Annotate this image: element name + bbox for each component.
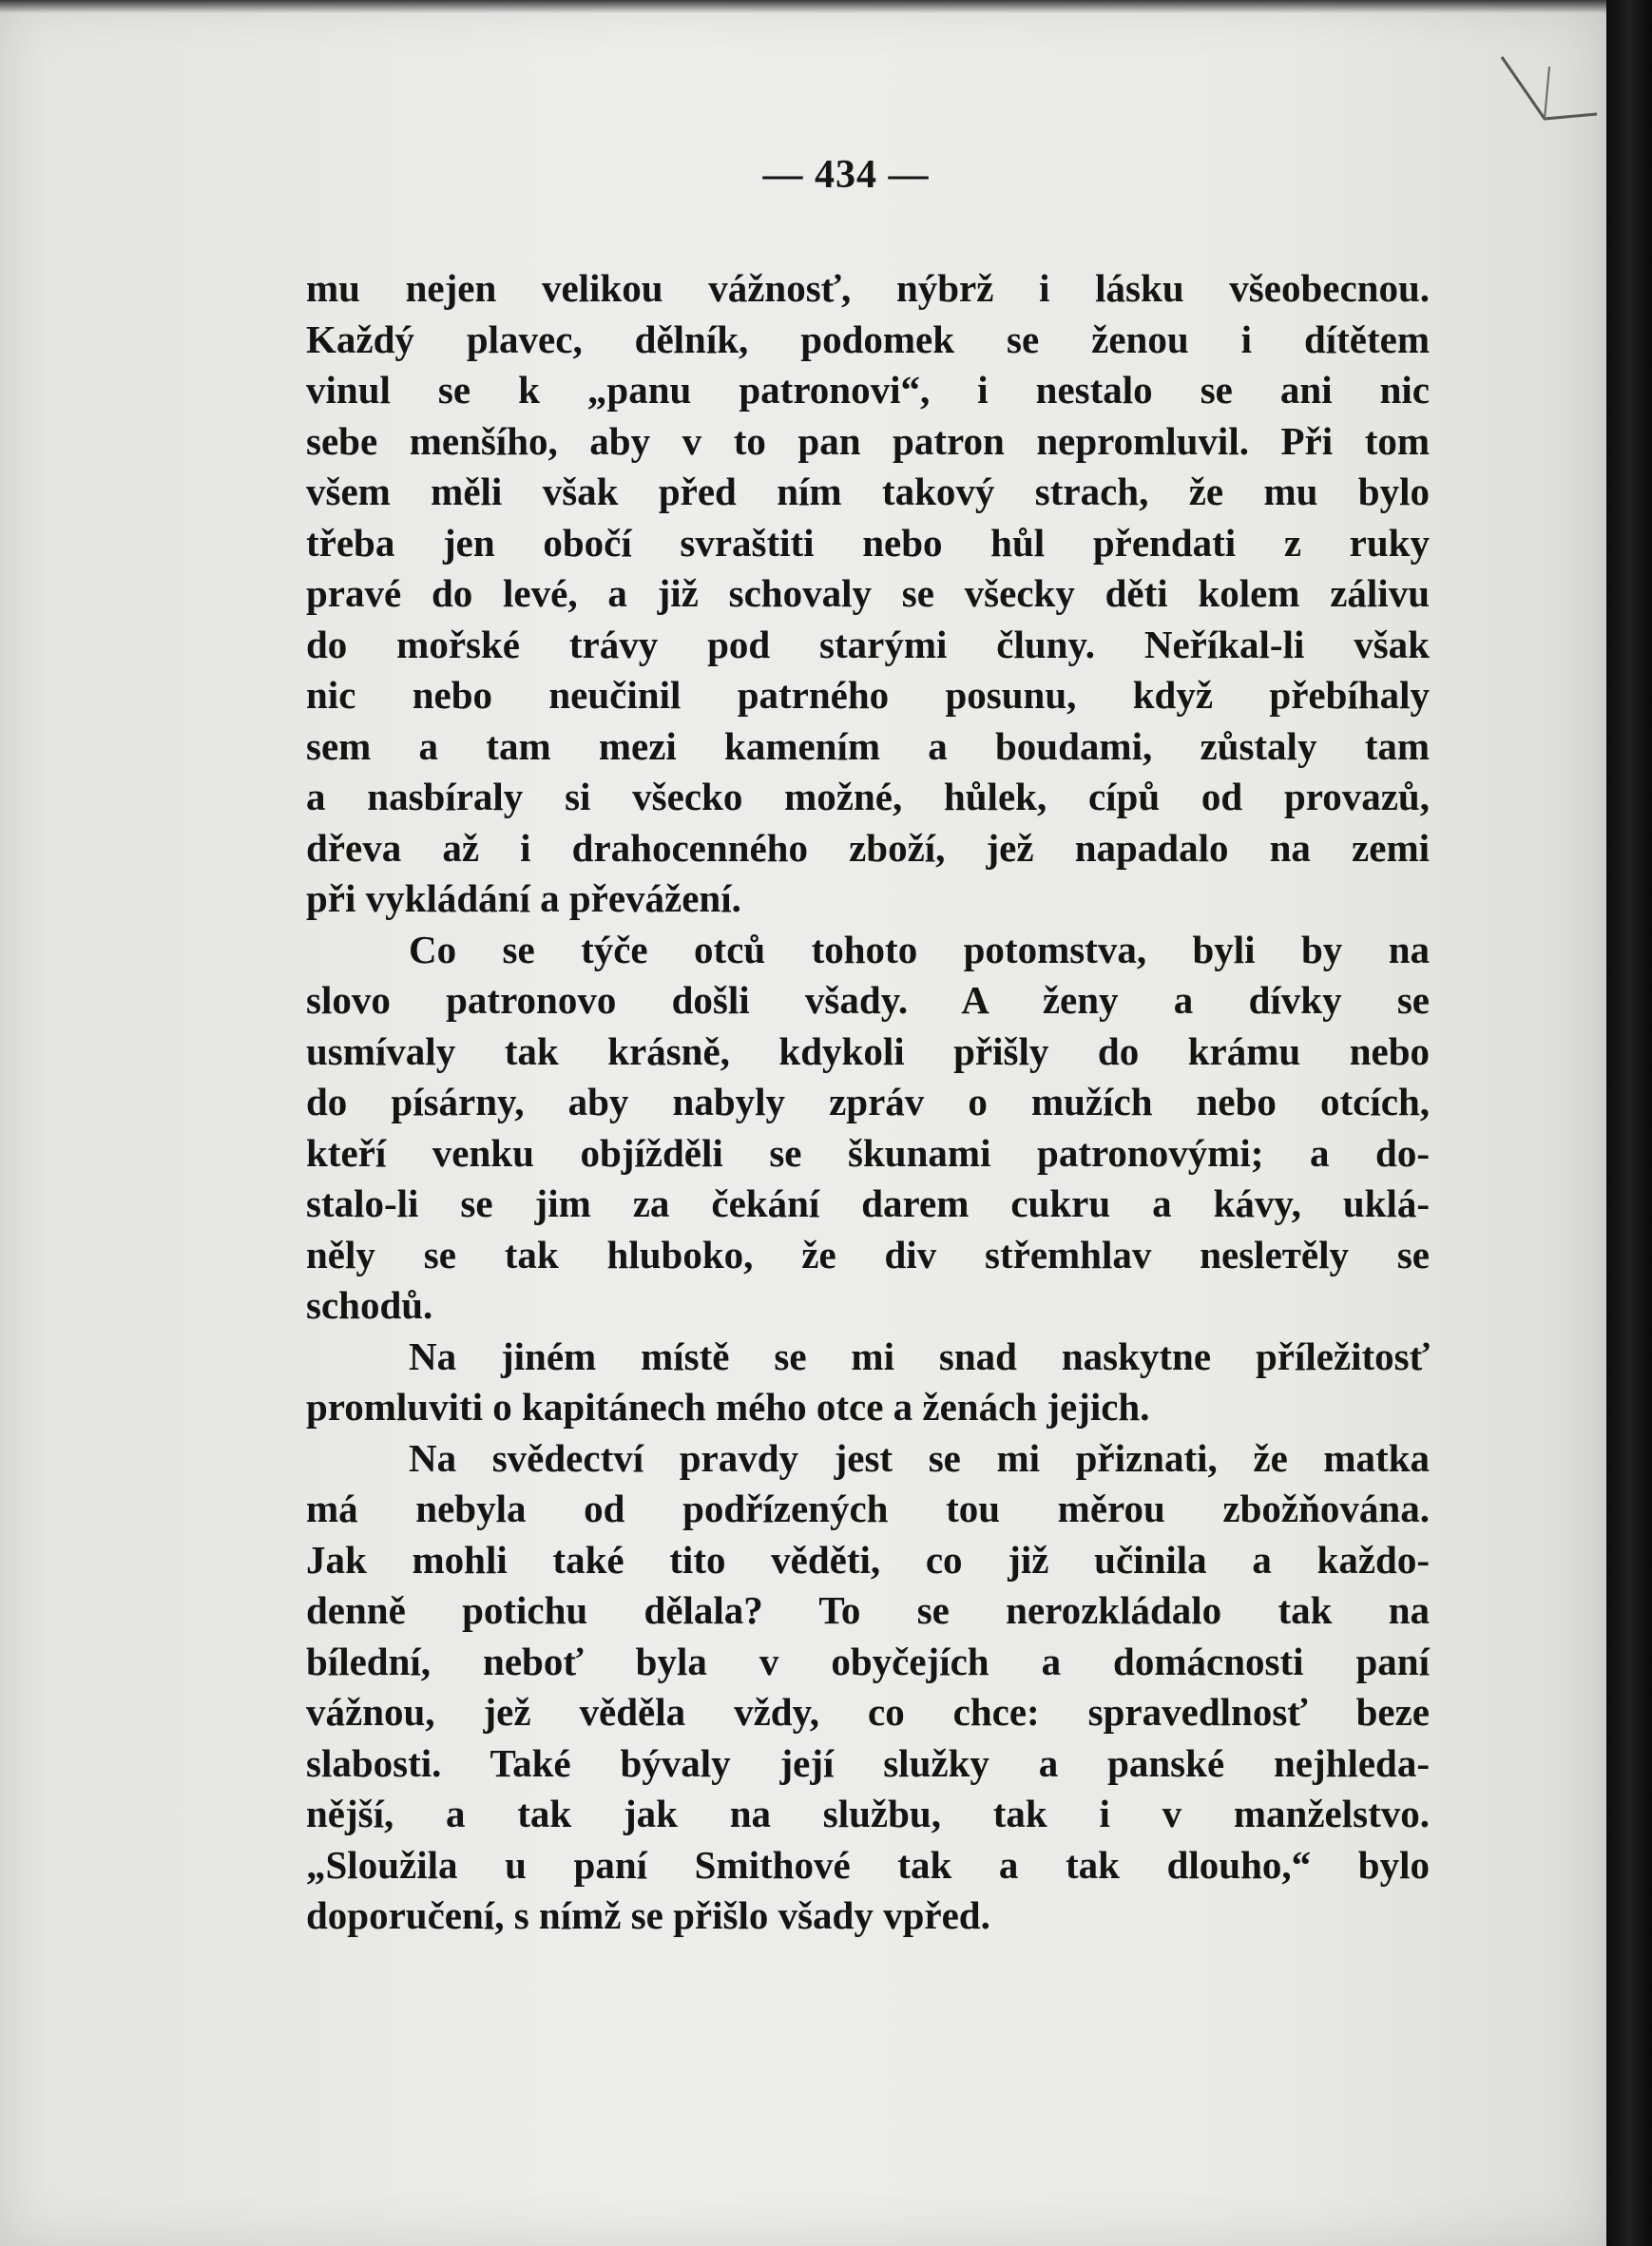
page-number: — 434 — (762, 153, 930, 197)
text-line: Co se týče otců tohoto potomstva, byli by na (409, 927, 1430, 971)
page-top-shadow (0, 0, 1606, 13)
text-line: do mořské trávy pod starými čluny. Neříkal-li však (306, 622, 1430, 666)
text-line: do písárny, aby nabyly zpráv o mužích nebo otcích, (306, 1080, 1430, 1123)
text-line: něly se tak hluboko, že div střemhlav neslетěly se (306, 1232, 1430, 1277)
text-line: Každý plavec, dělník, podomek se ženou i dítětem (306, 317, 1430, 361)
text-line: má nebyla od podřízených tou měrou zbožňována. (306, 1487, 1430, 1530)
text-line: nější, a tak jak na službu, tak i v manželstvo. (306, 1792, 1430, 1835)
text-line: Jak mohli také tito věděti, co již učinila a každo- (306, 1537, 1430, 1582)
text-line: „Sloužila u paní Smithové tak a tak dlouho,“ bylo (306, 1842, 1430, 1887)
paragraph (306, 1433, 1430, 1942)
text-line: sem a tam mezi kamením a boudami, zůstaly tam (306, 723, 1430, 768)
scan-right-border (1606, 0, 1652, 2246)
text-line: dřeva až i drahocenného zboží, jež napadalo na zemi (306, 825, 1430, 870)
text-line: při vykládání a převážení. (306, 876, 741, 920)
text-line: pravé do levé, a již schovaly se všecky děti kolem zálivu (306, 571, 1430, 615)
text-line: slabosti. Také bývaly její služky a panské nejhleda- (306, 1740, 1430, 1785)
text-line: promluviti o kapitánech mého otce a ženách jejich. (306, 1385, 1150, 1429)
text-line: slovo patronovo došli všady. A ženy a dívky se (306, 978, 1430, 1022)
text-line: denně potichu dělala? To se nerozkládalo tak na (306, 1588, 1430, 1632)
text-line: kteří venku objížděli se škunami patronovými; a do- (306, 1130, 1430, 1175)
text-line: bílední, neboť byla v obyčejích a domácnosti paní (306, 1639, 1430, 1683)
text-line: sebe menšího, aby v to pan patron nepromluvil. Při tom (306, 418, 1430, 463)
text-line: všem měli však před ním takový strach, že mu bylo (306, 470, 1430, 513)
paragraph (306, 925, 1430, 1332)
text-line: Na jiném místě se mi snad naskytne příležitosť (409, 1334, 1430, 1378)
text-line: třeba jen obočí svraštiti nebo hůl přendati z ruky (306, 520, 1430, 565)
text-line: a nasbíraly si všecko možné, hůlek, cípů od provazů, (306, 775, 1430, 818)
text-line: schodů. (306, 1283, 433, 1327)
paragraph (306, 263, 1430, 925)
text-line: Na svědectví pravdy jest se mi přiznati, že matka (409, 1435, 1430, 1480)
text-line: usmívaly tak krásně, kdykoli přišly do krámu nebo (306, 1028, 1430, 1073)
text-line: doporučení, s nímž se přišlo všady vpřed. (306, 1893, 990, 1937)
body-text (306, 263, 1430, 1942)
text-line: stalo-li se jim za čekání darem cukru a kávy, uklá- (306, 1181, 1430, 1225)
text-line: vinul se k „panu patronovi“, i nestalo se ani nic (306, 368, 1430, 412)
text-line: vážnou, jež věděla vždy, co chce: spravedlnosť beze (306, 1690, 1430, 1734)
corner-fold-mark (1492, 29, 1606, 143)
text-line: nic nebo neučinil patrného posunu, když přebíhaly (306, 673, 1430, 717)
text-line: mu nejen velikou vážnosť, nýbrž i lásku všeobecnou. (306, 266, 1430, 310)
paragraph (306, 1332, 1430, 1433)
